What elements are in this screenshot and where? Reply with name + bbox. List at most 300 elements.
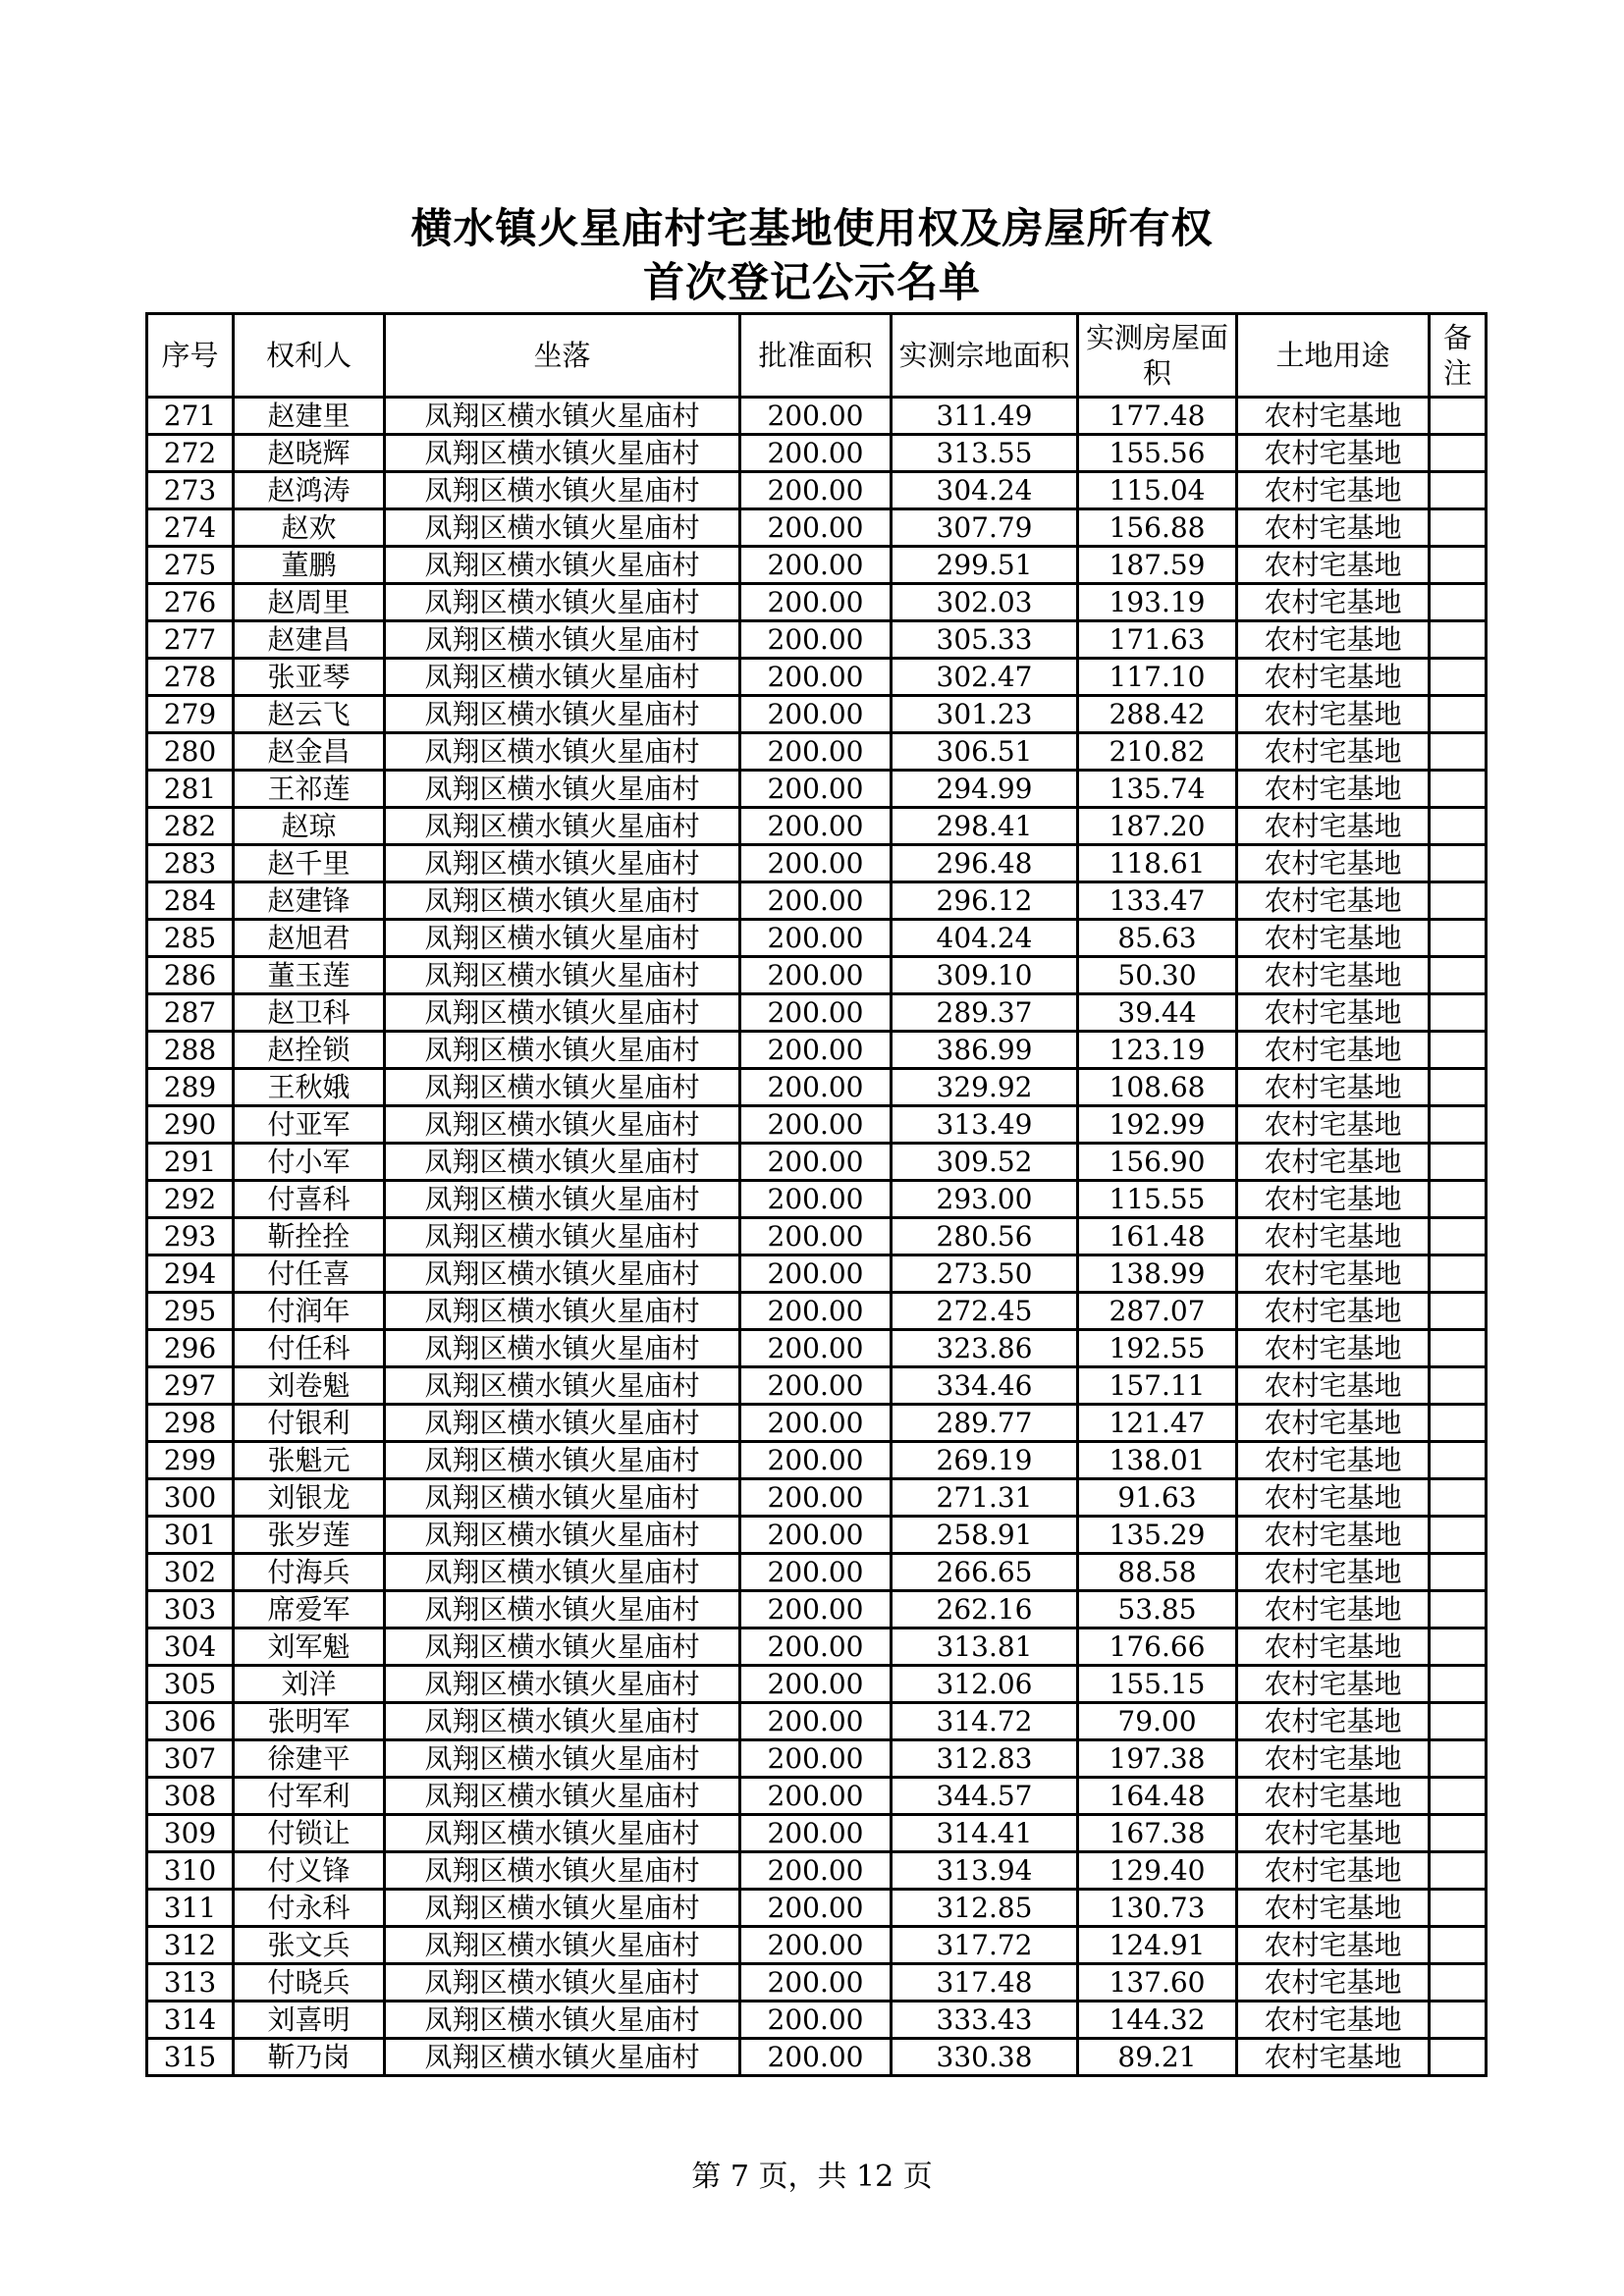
cell-approved-area: 200.00 [740,435,892,472]
cell-land-use: 农村宅基地 [1237,1293,1430,1330]
cell-parcel-area: 280.56 [892,1218,1078,1255]
cell-approved-area: 200.00 [740,1964,892,2002]
cell-house-area: 156.88 [1078,509,1237,547]
cell-location: 凤翔区横水镇火星庙村 [385,1106,740,1144]
cell-approved-area: 200.00 [740,920,892,957]
cell-land-use: 农村宅基地 [1237,1554,1430,1591]
cell-land-use: 农村宅基地 [1237,621,1430,659]
cell-parcel-area: 333.43 [892,2002,1078,2039]
cell-owner: 付永科 [234,1890,385,1927]
document-title-line2: 首次登记公示名单 [642,259,981,305]
cell-house-area: 39.44 [1078,994,1237,1032]
cell-owner: 刘洋 [234,1666,385,1703]
cell-owner: 付锁让 [234,1815,385,1852]
cell-parcel-area: 301.23 [892,696,1078,733]
cell-remark [1430,1293,1487,1330]
cell-house-area: 89.21 [1078,2039,1237,2076]
cell-land-use: 农村宅基地 [1237,1218,1430,1255]
page-number: 第 7 页，共 12 页 [691,2160,933,2194]
cell-approved-area: 200.00 [740,584,892,621]
cell-house-area: 121.47 [1078,1405,1237,1442]
column-header-house-area: 实测房屋面积 [1078,314,1237,398]
cell-no: 277 [147,621,234,659]
cell-no: 288 [147,1032,234,1069]
cell-land-use: 农村宅基地 [1237,1815,1430,1852]
cell-remark [1430,1666,1487,1703]
cell-no: 301 [147,1517,234,1554]
cell-parcel-area: 305.33 [892,621,1078,659]
cell-owner: 董玉莲 [234,957,385,994]
cell-house-area: 197.38 [1078,1740,1237,1778]
table-row [147,435,1487,472]
cell-land-use: 农村宅基地 [1237,845,1430,882]
table-row [147,957,1487,994]
cell-house-area: 187.20 [1078,808,1237,845]
cell-location: 凤翔区横水镇火星庙村 [385,1517,740,1554]
cell-land-use: 农村宅基地 [1237,1927,1430,1964]
cell-location: 凤翔区横水镇火星庙村 [385,472,740,509]
cell-location: 凤翔区横水镇火星庙村 [385,435,740,472]
table-row [147,1554,1487,1591]
cell-location: 凤翔区横水镇火星庙村 [385,957,740,994]
table-row [147,1405,1487,1442]
cell-no: 298 [147,1405,234,1442]
cell-no: 313 [147,1964,234,2002]
cell-house-area: 171.63 [1078,621,1237,659]
cell-remark [1430,621,1487,659]
cell-location: 凤翔区横水镇火星庙村 [385,1964,740,2002]
cell-no: 311 [147,1890,234,1927]
cell-land-use: 农村宅基地 [1237,2002,1430,2039]
cell-land-use: 农村宅基地 [1237,1069,1430,1106]
cell-remark [1430,1964,1487,2002]
column-header-parcel-area: 实测宗地面积 [892,314,1078,398]
cell-remark [1430,1144,1487,1181]
cell-owner: 赵千里 [234,845,385,882]
cell-owner: 付任喜 [234,1255,385,1293]
cell-parcel-area: 304.24 [892,472,1078,509]
cell-location: 凤翔区横水镇火星庙村 [385,2039,740,2076]
table-row [147,920,1487,957]
cell-location: 凤翔区横水镇火星庙村 [385,1069,740,1106]
cell-remark [1430,733,1487,771]
cell-parcel-area: 313.81 [892,1629,1078,1666]
cell-house-area: 108.68 [1078,1069,1237,1106]
cell-approved-area: 200.00 [740,1591,892,1629]
cell-owner: 赵旭君 [234,920,385,957]
cell-location: 凤翔区横水镇火星庙村 [385,1442,740,1479]
cell-remark [1430,1927,1487,1964]
column-header-approved-area: 批准面积 [740,314,892,398]
cell-house-area: 79.00 [1078,1703,1237,1740]
cell-land-use: 农村宅基地 [1237,1032,1430,1069]
cell-remark [1430,845,1487,882]
cell-parcel-area: 314.41 [892,1815,1078,1852]
cell-approved-area: 200.00 [740,1890,892,1927]
cell-no: 287 [147,994,234,1032]
cell-house-area: 124.91 [1078,1927,1237,1964]
cell-approved-area: 200.00 [740,1778,892,1815]
cell-parcel-area: 294.99 [892,771,1078,808]
cell-parcel-area: 269.19 [892,1442,1078,1479]
cell-approved-area: 200.00 [740,472,892,509]
cell-no: 280 [147,733,234,771]
cell-house-area: 53.85 [1078,1591,1237,1629]
cell-remark [1430,696,1487,733]
table-row [147,733,1487,771]
cell-house-area: 176.66 [1078,1629,1237,1666]
cell-owner: 刘银龙 [234,1479,385,1517]
cell-remark [1430,1890,1487,1927]
cell-house-area: 187.59 [1078,547,1237,584]
cell-owner: 付小军 [234,1144,385,1181]
cell-approved-area: 200.00 [740,1181,892,1218]
cell-approved-area: 200.00 [740,659,892,696]
cell-approved-area: 200.00 [740,1330,892,1367]
table-row [147,1106,1487,1144]
cell-no: 278 [147,659,234,696]
cell-remark [1430,1218,1487,1255]
cell-no: 279 [147,696,234,733]
cell-location: 凤翔区横水镇火星庙村 [385,1367,740,1405]
table-row [147,1815,1487,1852]
cell-location: 凤翔区横水镇火星庙村 [385,1591,740,1629]
cell-no: 282 [147,808,234,845]
cell-location: 凤翔区横水镇火星庙村 [385,1703,740,1740]
cell-owner: 赵周里 [234,584,385,621]
cell-no: 304 [147,1629,234,1666]
cell-approved-area: 200.00 [740,1032,892,1069]
cell-house-area: 135.29 [1078,1517,1237,1554]
cell-parcel-area: 313.94 [892,1852,1078,1890]
cell-remark [1430,1069,1487,1106]
cell-parcel-area: 323.86 [892,1330,1078,1367]
cell-no: 300 [147,1479,234,1517]
cell-remark [1430,1442,1487,1479]
cell-remark [1430,435,1487,472]
cell-owner: 张文兵 [234,1927,385,1964]
table-row [147,1629,1487,1666]
table-row [147,1740,1487,1778]
column-header-land-use: 土地用途 [1237,314,1430,398]
cell-land-use: 农村宅基地 [1237,994,1430,1032]
cell-location: 凤翔区横水镇火星庙村 [385,1890,740,1927]
cell-owner: 王秋娥 [234,1069,385,1106]
cell-no: 286 [147,957,234,994]
table-row [147,584,1487,621]
table-header-row [147,314,1487,398]
cell-location: 凤翔区横水镇火星庙村 [385,920,740,957]
cell-house-area: 287.07 [1078,1293,1237,1330]
cell-approved-area: 200.00 [740,398,892,435]
cell-owner: 张亚琴 [234,659,385,696]
cell-parcel-area: 289.37 [892,994,1078,1032]
cell-house-area: 88.58 [1078,1554,1237,1591]
cell-no: 296 [147,1330,234,1367]
cell-house-area: 137.60 [1078,1964,1237,2002]
cell-approved-area: 200.00 [740,1218,892,1255]
cell-land-use: 农村宅基地 [1237,1442,1430,1479]
cell-remark [1430,1778,1487,1815]
cell-location: 凤翔区横水镇火星庙村 [385,771,740,808]
cell-no: 285 [147,920,234,957]
table-row [147,547,1487,584]
document-title [0,201,1624,309]
cell-approved-area: 200.00 [740,1927,892,1964]
cell-land-use: 农村宅基地 [1237,1517,1430,1554]
cell-owner: 赵欢 [234,509,385,547]
cell-location: 凤翔区横水镇火星庙村 [385,584,740,621]
cell-owner: 席爱军 [234,1591,385,1629]
cell-owner: 赵建锋 [234,882,385,920]
table-row [147,1069,1487,1106]
cell-no: 310 [147,1852,234,1890]
table-row [147,659,1487,696]
cell-approved-area: 200.00 [740,808,892,845]
cell-land-use: 农村宅基地 [1237,1778,1430,1815]
cell-approved-area: 200.00 [740,547,892,584]
cell-house-area: 157.11 [1078,1367,1237,1405]
cell-location: 凤翔区横水镇火星庙村 [385,1629,740,1666]
table-row [147,1778,1487,1815]
table-row [147,994,1487,1032]
cell-owner: 靳乃岗 [234,2039,385,2076]
cell-no: 292 [147,1181,234,1218]
cell-house-area: 123.19 [1078,1032,1237,1069]
cell-land-use: 农村宅基地 [1237,882,1430,920]
cell-remark [1430,1330,1487,1367]
cell-remark [1430,1106,1487,1144]
cell-owner: 赵建里 [234,398,385,435]
cell-remark [1430,808,1487,845]
cell-owner: 张魁元 [234,1442,385,1479]
cell-approved-area: 200.00 [740,1517,892,1554]
cell-land-use: 农村宅基地 [1237,1852,1430,1890]
cell-owner: 付海兵 [234,1554,385,1591]
cell-remark [1430,659,1487,696]
cell-approved-area: 200.00 [740,957,892,994]
cell-land-use: 农村宅基地 [1237,398,1430,435]
cell-land-use: 农村宅基地 [1237,435,1430,472]
cell-owner: 刘军魁 [234,1629,385,1666]
cell-parcel-area: 386.99 [892,1032,1078,1069]
cell-parcel-area: 311.49 [892,398,1078,435]
table-row [147,1591,1487,1629]
cell-remark [1430,1591,1487,1629]
cell-approved-area: 200.00 [740,2039,892,2076]
cell-no: 295 [147,1293,234,1330]
cell-parcel-area: 302.47 [892,659,1078,696]
cell-parcel-area: 312.83 [892,1740,1078,1778]
cell-no: 302 [147,1554,234,1591]
cell-land-use: 农村宅基地 [1237,547,1430,584]
cell-remark [1430,2002,1487,2039]
table-row [147,1181,1487,1218]
cell-no: 284 [147,882,234,920]
cell-location: 凤翔区横水镇火星庙村 [385,509,740,547]
cell-location: 凤翔区横水镇火星庙村 [385,1405,740,1442]
cell-owner: 付军利 [234,1778,385,1815]
cell-house-area: 161.48 [1078,1218,1237,1255]
cell-parcel-area: 299.51 [892,547,1078,584]
cell-parcel-area: 266.65 [892,1554,1078,1591]
cell-land-use: 农村宅基地 [1237,771,1430,808]
table-row [147,509,1487,547]
cell-land-use: 农村宅基地 [1237,957,1430,994]
cell-remark [1430,882,1487,920]
cell-location: 凤翔区横水镇火星庙村 [385,1927,740,1964]
cell-location: 凤翔区横水镇火星庙村 [385,1554,740,1591]
cell-no: 283 [147,845,234,882]
column-header-location: 坐落 [385,314,740,398]
cell-approved-area: 200.00 [740,1069,892,1106]
cell-parcel-area: 296.12 [892,882,1078,920]
cell-house-area: 192.55 [1078,1330,1237,1367]
cell-parcel-area: 306.51 [892,733,1078,771]
cell-house-area: 155.56 [1078,435,1237,472]
cell-parcel-area: 329.92 [892,1069,1078,1106]
cell-location: 凤翔区横水镇火星庙村 [385,845,740,882]
cell-approved-area: 200.00 [740,1666,892,1703]
cell-parcel-area: 271.31 [892,1479,1078,1517]
cell-parcel-area: 298.41 [892,808,1078,845]
cell-approved-area: 200.00 [740,1554,892,1591]
table-row [147,1964,1487,2002]
cell-location: 凤翔区横水镇火星庙村 [385,1778,740,1815]
cell-owner: 刘卷魁 [234,1367,385,1405]
table-row [147,1144,1487,1181]
cell-remark [1430,957,1487,994]
cell-land-use: 农村宅基地 [1237,1367,1430,1405]
cell-parcel-area: 293.00 [892,1181,1078,1218]
cell-approved-area: 200.00 [740,1442,892,1479]
cell-approved-area: 200.00 [740,1405,892,1442]
cell-no: 312 [147,1927,234,1964]
cell-owner: 付任科 [234,1330,385,1367]
cell-approved-area: 200.00 [740,1852,892,1890]
cell-approved-area: 200.00 [740,509,892,547]
cell-no: 271 [147,398,234,435]
cell-approved-area: 200.00 [740,771,892,808]
cell-remark [1430,1032,1487,1069]
cell-parcel-area: 404.24 [892,920,1078,957]
table-row [147,771,1487,808]
cell-location: 凤翔区横水镇火星庙村 [385,808,740,845]
cell-parcel-area: 314.72 [892,1703,1078,1740]
cell-land-use: 农村宅基地 [1237,2039,1430,2076]
cell-parcel-area: 330.38 [892,2039,1078,2076]
cell-no: 306 [147,1703,234,1740]
cell-remark [1430,1554,1487,1591]
cell-land-use: 农村宅基地 [1237,509,1430,547]
cell-location: 凤翔区横水镇火星庙村 [385,696,740,733]
cell-parcel-area: 273.50 [892,1255,1078,1293]
cell-remark [1430,472,1487,509]
cell-parcel-area: 309.52 [892,1144,1078,1181]
cell-remark [1430,2039,1487,2076]
table-row [147,1890,1487,1927]
cell-location: 凤翔区横水镇火星庙村 [385,1815,740,1852]
cell-remark [1430,1181,1487,1218]
cell-land-use: 农村宅基地 [1237,1703,1430,1740]
cell-house-area: 138.99 [1078,1255,1237,1293]
cell-no: 294 [147,1255,234,1293]
cell-no: 281 [147,771,234,808]
cell-no: 307 [147,1740,234,1778]
cell-approved-area: 200.00 [740,882,892,920]
cell-remark [1430,1703,1487,1740]
table-row [147,1330,1487,1367]
cell-parcel-area: 272.45 [892,1293,1078,1330]
cell-approved-area: 200.00 [740,1815,892,1852]
cell-parcel-area: 302.03 [892,584,1078,621]
cell-land-use: 农村宅基地 [1237,1591,1430,1629]
cell-parcel-area: 344.57 [892,1778,1078,1815]
cell-approved-area: 200.00 [740,1367,892,1405]
cell-remark [1430,920,1487,957]
cell-approved-area: 200.00 [740,621,892,659]
cell-house-area: 85.63 [1078,920,1237,957]
cell-approved-area: 200.00 [740,994,892,1032]
cell-no: 275 [147,547,234,584]
cell-parcel-area: 309.10 [892,957,1078,994]
table-row [147,1927,1487,1964]
table-row [147,1517,1487,1554]
cell-parcel-area: 262.16 [892,1591,1078,1629]
cell-land-use: 农村宅基地 [1237,1629,1430,1666]
cell-owner: 刘喜明 [234,2002,385,2039]
cell-land-use: 农村宅基地 [1237,659,1430,696]
cell-location: 凤翔区横水镇火星庙村 [385,1144,740,1181]
cell-house-area: 138.01 [1078,1442,1237,1479]
table-row [147,2039,1487,2076]
cell-owner: 董鹏 [234,547,385,584]
cell-no: 314 [147,2002,234,2039]
table-row [147,1367,1487,1405]
cell-house-area: 155.15 [1078,1666,1237,1703]
cell-parcel-area: 296.48 [892,845,1078,882]
cell-owner: 付亚军 [234,1106,385,1144]
cell-land-use: 农村宅基地 [1237,1106,1430,1144]
cell-remark [1430,509,1487,547]
cell-approved-area: 200.00 [740,2002,892,2039]
cell-house-area: 133.47 [1078,882,1237,920]
document-title-line1: 横水镇火星庙村宅基地使用权及房屋所有权 [410,205,1214,251]
cell-house-area: 118.61 [1078,845,1237,882]
cell-location: 凤翔区横水镇火星庙村 [385,994,740,1032]
cell-owner: 赵鸿涛 [234,472,385,509]
cell-parcel-area: 289.77 [892,1405,1078,1442]
cell-land-use: 农村宅基地 [1237,1666,1430,1703]
cell-parcel-area: 258.91 [892,1517,1078,1554]
cell-land-use: 农村宅基地 [1237,1890,1430,1927]
cell-remark [1430,547,1487,584]
cell-no: 276 [147,584,234,621]
cell-approved-area: 200.00 [740,1255,892,1293]
cell-house-area: 288.42 [1078,696,1237,733]
cell-land-use: 农村宅基地 [1237,1144,1430,1181]
cell-house-area: 129.40 [1078,1852,1237,1890]
cell-no: 274 [147,509,234,547]
column-header-owner: 权利人 [234,314,385,398]
cell-land-use: 农村宅基地 [1237,472,1430,509]
cell-location: 凤翔区横水镇火星庙村 [385,1293,740,1330]
cell-house-area: 164.48 [1078,1778,1237,1815]
cell-house-area: 192.99 [1078,1106,1237,1144]
cell-owner: 赵琼 [234,808,385,845]
cell-no: 291 [147,1144,234,1181]
cell-parcel-area: 312.06 [892,1666,1078,1703]
